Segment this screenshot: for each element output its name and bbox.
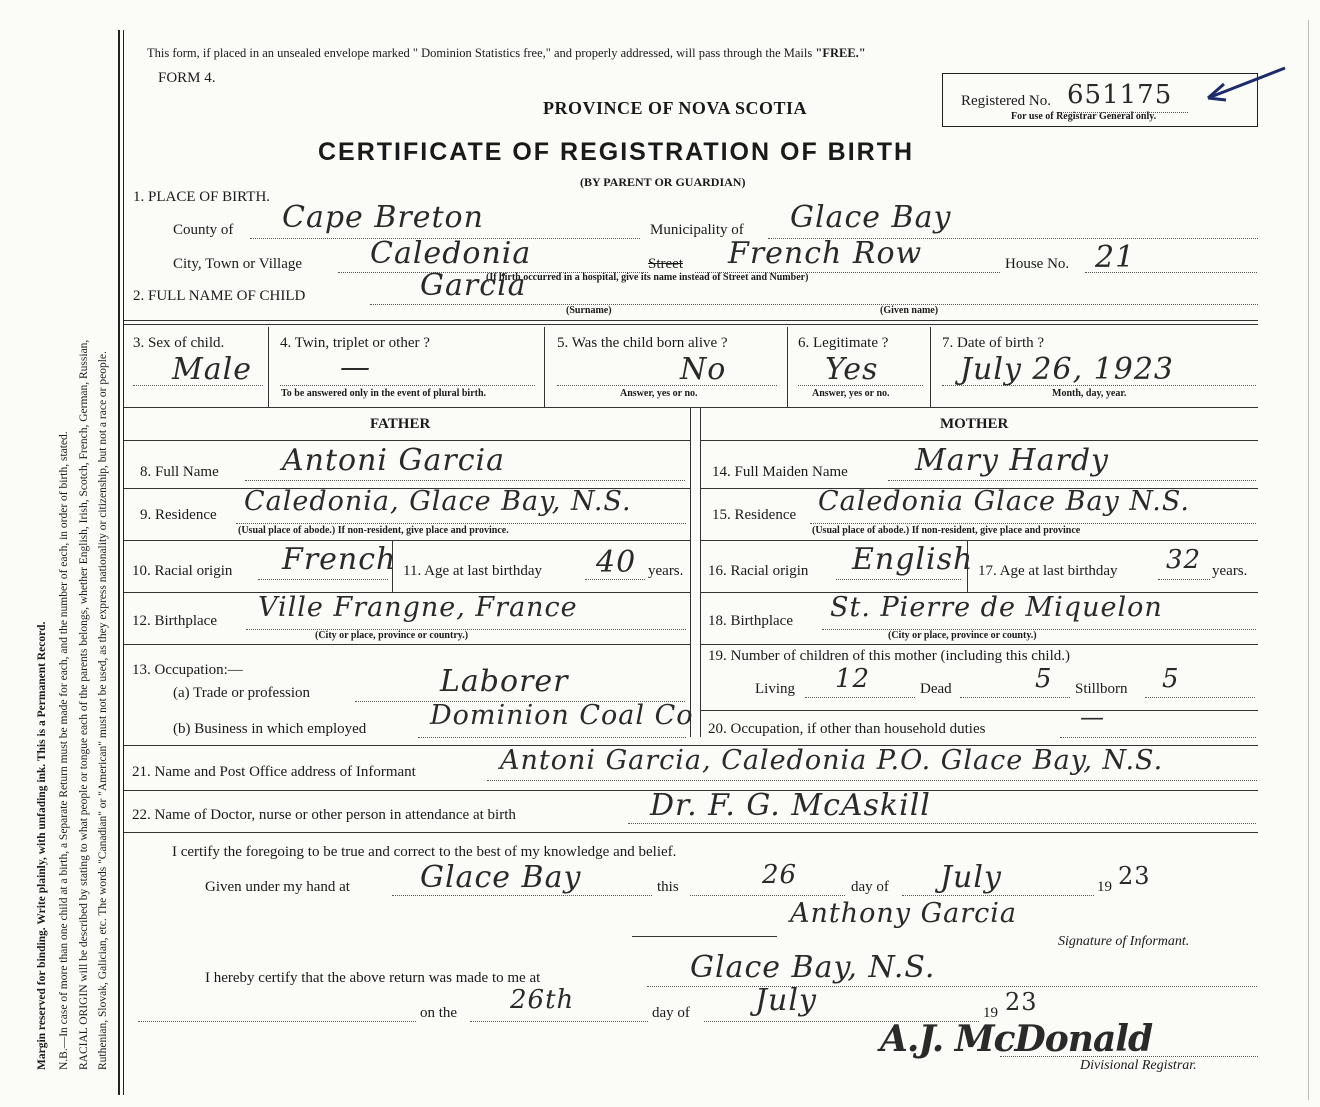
legitimate-label: 6. Legitimate ?: [798, 335, 889, 351]
county-value: Cape Breton: [282, 200, 484, 235]
legitimate-value: Yes: [825, 352, 879, 387]
sex-label: 3. Sex of child.: [133, 335, 225, 351]
registered-label: Registered No.: [961, 93, 1051, 109]
mother-occupation-value: —: [1080, 703, 1105, 731]
stillborn-label: Stillborn: [1075, 681, 1128, 697]
province-heading: PROVINCE OF NOVA SCOTIA: [543, 98, 808, 118]
stillborn-value: 5: [1162, 664, 1180, 694]
twin-note: To be answered only in the event of plural birth.: [281, 388, 487, 399]
mother-race-label: 16. Racial origin: [708, 563, 809, 579]
this-label: this: [657, 879, 679, 895]
registered-number: 651175: [1067, 80, 1173, 110]
mother-residence-value: Caledonia Glace Bay N.S.: [818, 486, 1190, 517]
given-place-value: Glace Bay: [420, 860, 582, 895]
informant-label: 21. Name and Post Office address of Informant: [132, 764, 416, 780]
father-race-value: French: [282, 542, 397, 577]
informant-value: Antoni Garcia, Caledonia P.O. Glace Bay, N.S.: [500, 745, 1164, 776]
margin-note-1: Margin reserved for binding. Write plainly, with unfading ink. This is a Permanent Record.: [36, 621, 48, 1070]
given-month-value: July: [940, 860, 1002, 895]
father-birthplace-label: 12. Birthplace: [132, 613, 217, 629]
on-the-label: on the: [420, 1005, 458, 1021]
mother-birthplace-label: 18. Birthplace: [708, 613, 793, 629]
registrar-signature: A.J. McDonald: [880, 1018, 1153, 1060]
children-label: 19. Number of children of this mother (including this child.): [708, 648, 1071, 664]
sex-value: Male: [172, 352, 252, 387]
street-value: French Row: [728, 236, 923, 271]
place-heading: 1. PLACE OF BIRTH.: [133, 189, 271, 205]
given-year-value: 23: [1118, 862, 1151, 890]
mother-residence-label: 15. Residence: [712, 507, 797, 523]
municipality-label: Municipality of: [650, 222, 744, 238]
year-prefix: 19: [1097, 879, 1112, 895]
trade-label: (a) Trade or profession: [173, 685, 311, 701]
given-note: (Given name): [880, 305, 939, 316]
mail-notice-free: "FREE.": [815, 46, 866, 60]
certify-statement: I certify the foregoing to be true and correct to the best of my knowledge and belief.: [172, 844, 677, 860]
mother-race-value: English: [852, 542, 974, 577]
day-of-label: day of: [851, 879, 889, 895]
given-day-value: 26: [762, 860, 798, 890]
mail-notice: [147, 46, 866, 61]
binding-margin: [0, 0, 120, 1107]
dead-value: 5: [1035, 664, 1053, 694]
occupation-label: 13. Occupation:—: [132, 662, 243, 678]
return-place-value: Glace Bay, N.S.: [690, 950, 936, 985]
father-age-label: 11. Age at last birthday: [403, 563, 542, 579]
year-prefix-2: 19: [983, 1005, 998, 1021]
mother-years-label: years.: [1212, 563, 1248, 579]
alive-note: Answer, yes or no.: [620, 388, 698, 399]
father-birthplace-note: (City or place, province or country.): [315, 630, 469, 641]
form-number: FORM 4.: [158, 70, 216, 86]
day-of-label-2: day of: [652, 1005, 690, 1021]
registrar-label: Divisional Registrar.: [1080, 1058, 1197, 1073]
twin-value: —: [340, 350, 371, 385]
father-name-value: Antoni Garcia: [282, 443, 506, 478]
trade-value: Laborer: [440, 664, 569, 699]
child-surname-value: Garcia: [420, 268, 527, 303]
mother-age-value: 32: [1166, 545, 1202, 575]
father-birthplace-value: Ville Frangne, France: [258, 592, 578, 623]
business-value: Dominion Coal Co: [430, 700, 694, 731]
living-label: Living: [755, 681, 795, 697]
dob-value: July 26, 1923: [960, 352, 1175, 387]
doctor-value: Dr. F. G. McAskill: [650, 788, 931, 823]
pen-mark-icon: [1200, 60, 1292, 105]
father-name-label: 8. Full Name: [140, 464, 219, 480]
mother-name-value: Mary Hardy: [915, 443, 1109, 478]
father-residence-value: Caledonia, Glace Bay, N.S.: [244, 486, 632, 517]
right-edge-rule: [1308, 20, 1309, 1100]
return-day-value: 26th: [510, 985, 575, 1015]
business-label: (b) Business in which employed: [173, 721, 367, 737]
registrar-note: For use of Registrar General only.: [1011, 111, 1157, 122]
hospital-note: (If birth occurred in a hospital, give its name instead of Street and Number): [486, 272, 809, 283]
margin-note-3: RACIAL ORIGIN will be described by stating to what people or tongue each of the parents belongs, whether English, Irish, Scotch, French, German, Russian,: [78, 339, 90, 1070]
father-years-label: years.: [648, 563, 684, 579]
mother-residence-note: (Usual place of abode.) If non-resident, give place and province: [812, 525, 1081, 536]
alive-value: No: [680, 352, 727, 387]
mother-birthplace-note: (City or place, province or county.): [888, 630, 1037, 641]
margin-note-2: N.B.—In case of more than one child at a birth, a Separate Return must be made for each, and the number of each, in order of birth, stated.: [58, 431, 70, 1070]
city-label: City, Town or Village: [173, 256, 303, 272]
dob-label: 7. Date of birth ?: [942, 335, 1045, 351]
living-value: 12: [835, 664, 871, 694]
surname-note: (Surname): [566, 305, 612, 316]
father-residence-label: 9. Residence: [140, 507, 217, 523]
legitimate-note: Answer, yes or no.: [812, 388, 890, 399]
municipality-value: Glace Bay: [790, 200, 952, 235]
margin-rule-2: [123, 30, 124, 1095]
given-label: Given under my hand at: [205, 879, 350, 895]
county-label: County of: [173, 222, 234, 238]
city-value: Caledonia: [370, 236, 532, 271]
mother-birthplace-value: St. Pierre de Miquelon: [830, 592, 1163, 623]
twin-label: 4. Twin, triplet or other ?: [280, 335, 430, 351]
house-label: House No.: [1005, 256, 1070, 272]
father-residence-note: (Usual place of abode.) If non-resident, give place and province.: [238, 525, 509, 536]
mother-heading: MOTHER: [940, 416, 1009, 432]
mail-notice-text: This form, if placed in an unsealed envelope marked " Dominion Statistics free," and properly addressed, will pass through the Mails: [147, 46, 813, 60]
margin-note-4: Ruthenian, Slovak, Galician, etc. The words "Canadian" or "American" must not be used, as they express nationality or citizenship, but not a race or people.: [97, 351, 109, 1070]
house-value: 21: [1095, 240, 1136, 275]
certificate-subtitle: (BY PARENT OR GUARDIAN): [580, 175, 746, 189]
mother-occupation-label: 20. Occupation, if other than household duties: [708, 721, 986, 737]
margin-rule: [118, 30, 120, 1095]
certificate-title: CERTIFICATE OF REGISTRATION OF BIRTH: [318, 138, 915, 166]
informant-signature: Anthony Garcia: [790, 898, 1018, 929]
mother-age-label: 17. Age at last birthday: [978, 563, 1118, 579]
return-month-value: July: [755, 983, 817, 1018]
father-heading: FATHER: [370, 416, 431, 432]
informant-signature-label: Signature of Informant.: [1058, 934, 1190, 949]
child-name-label: 2. FULL NAME OF CHILD: [133, 288, 306, 304]
father-age-value: 40: [596, 545, 637, 580]
return-year-value: 23: [1005, 988, 1038, 1016]
return-statement: I hereby certify that the above return was made to me at: [205, 970, 541, 986]
doctor-label: 22. Name of Doctor, nurse or other person in attendance at birth: [132, 807, 516, 823]
dead-label: Dead: [920, 681, 952, 697]
alive-label: 5. Was the child born alive ?: [557, 335, 728, 351]
dob-note: Month, day, year.: [1052, 388, 1127, 399]
mother-name-label: 14. Full Maiden Name: [712, 464, 848, 480]
street-label: Street: [648, 256, 683, 272]
father-race-label: 10. Racial origin: [132, 563, 233, 579]
